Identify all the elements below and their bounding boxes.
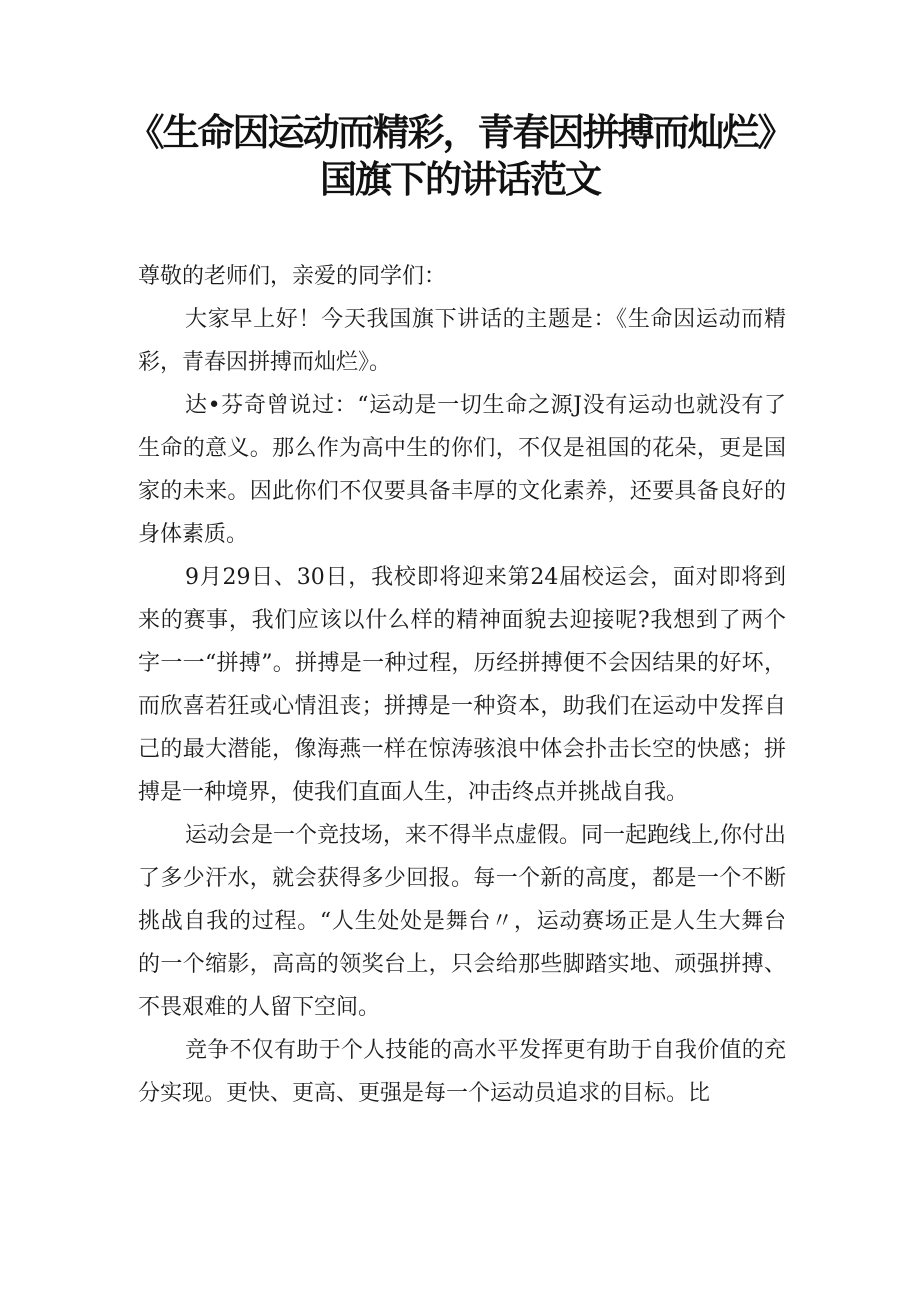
document-body bbox=[138, 255, 786, 1115]
document-title-line-1: 《生命因运动而精彩，青春因拼搏而灿烂》 bbox=[127, 111, 793, 154]
salutation: 尊敬的老师们，亲爱的同学们： bbox=[138, 264, 447, 289]
document-title-line-2: 国旗下的讲话范文 bbox=[320, 158, 600, 201]
paragraph-competition: 竞争不仅有助于个人技能的高水平发挥更有助于自我价值的充分实现。更快、更高、更强是每一个运动员追求的目标。比 bbox=[138, 1038, 786, 1106]
paragraph-sports-meeting: 9月29日、30日，我校即将迎来第24届校运会，面对即将到来的赛事，我们应该以什么样的精神面貌去迎接呢?我想到了两个字一一“拼搏”。拼搏是一种过程，历经拼搏便不会因结果的好坏，而欣喜若狂或心情沮丧；拼搏是一种资本，助我们在运动中发挥自己的最大潜能，像海燕一样在惊涛骇浪中体会扑击长空的快感；拼搏是一种境界，使我们直面人生，冲击终点并挑战自我。 bbox=[138, 565, 786, 805]
paragraph-arena: 运动会是一个竞技场，来不得半点虚假。同一起跑线上,你付出了多少汗水，就会获得多少回报。每一个新的高度，都是一个不断挑战自我的过程。“人生处处是舞台〃，运动赛场正是人生大舞台的一个缩影，高高的领奖台上，只会给那些脚踏实地、顽强拼搏、不畏艰难的人留下空间。 bbox=[138, 823, 786, 1020]
paragraph-davinci-quote: 达•芬奇曾说过：“运动是一切生命之源J没有运动也就没有了生命的意义。那么作为高中生的你们，不仅是祖国的花朵，更是国家的未来。因此你们不仅要具备丰厚的文化素养，还要具备良好的身体素质。 bbox=[138, 393, 786, 547]
paragraph-greeting: 大家早上好！今天我国旗下讲话的主题是：《生命因运动而精彩，青春因拼搏而灿烂》。 bbox=[138, 307, 786, 375]
